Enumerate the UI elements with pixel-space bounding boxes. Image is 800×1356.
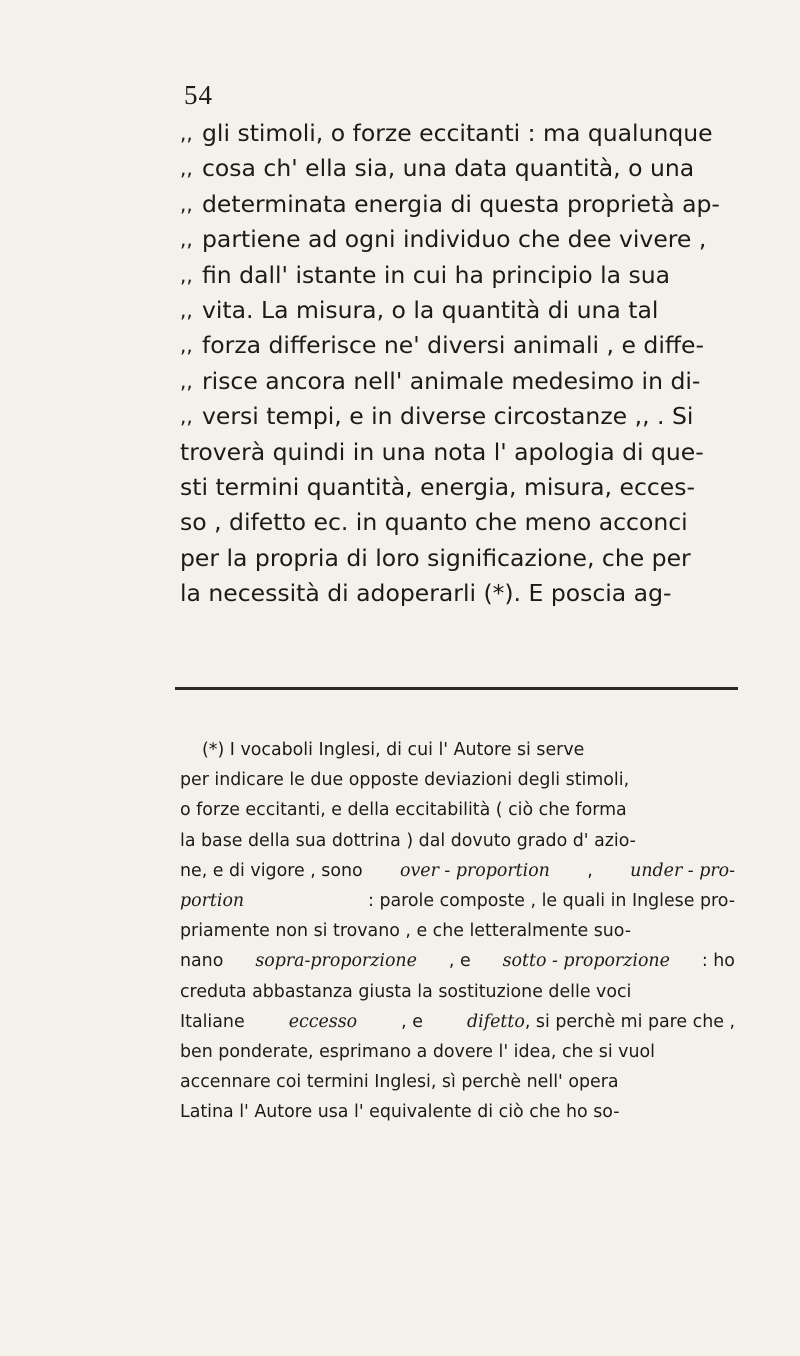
text-line: sti termini quantità, energia, misura, ecces- <box>180 473 695 502</box>
text-line: ,, versi tempi, e in diverse circostanze ,, . Si <box>180 402 694 431</box>
footnote-line: portion : parole composte , le quali in Inglese pro- <box>180 886 735 916</box>
text-line: ,, determinata energia di questa proprietà ap- <box>180 189 720 218</box>
text-line: ,, partiene ad ogni individuo che dee vivere , <box>180 225 707 254</box>
text-line: la necessità di adoperarli (*). E poscia ag- <box>180 579 672 608</box>
text-line: ,, cosa ch' ella sia, una data quantità, o una <box>180 154 695 183</box>
italic-term: difetto <box>467 1011 525 1032</box>
italic-term: sotto - proporzione <box>502 951 670 972</box>
footnote-line: creduta abbastanza giusta la sostituzione delle voci <box>180 981 632 1002</box>
footnote-line: accennare coi termini Inglesi, sì perchè nell' opera <box>180 1072 619 1093</box>
text-line: per la propria di loro significazione, che per <box>180 543 691 572</box>
footnote-line: priamente non si trovano , e che letteralmente suo- <box>180 921 632 942</box>
text-line: ,, risce ancora nell' animale medesimo in di- <box>180 366 701 395</box>
text-line: ,, fin dall' istante in cui ha principio la sua <box>180 260 671 289</box>
footnote-divider <box>175 687 738 690</box>
italic-term: under - pro- <box>630 860 735 881</box>
footnote-line: ne, e di vigore , sono over - proportion , under - pro- <box>180 856 735 886</box>
footnote-line: Italiane eccesso , e difetto, si perchè mi pare che , <box>180 1007 735 1037</box>
footnote-line: per indicare le due opposte deviazioni degli stimoli, <box>180 770 630 791</box>
footnote <box>180 735 735 1128</box>
footnote-line: Latina l' Autore usa l' equivalente di ciò che ho so- <box>180 1102 620 1123</box>
footnote-line: ben ponderate, esprimano a dovere l' idea, che si vuol <box>180 1042 655 1063</box>
text-line: ,, forza differisce ne' diversi animali , e diffe- <box>180 331 704 360</box>
footnote-line: la base della sua dottrina ) dal dovuto grado d' azio- <box>180 830 636 851</box>
footnote-line: nano sopra-proporzione , e sotto - proporzione : ho <box>180 946 735 976</box>
italic-term: portion <box>180 891 245 912</box>
text-line: so , difetto ec. in quanto che meno acconci <box>180 508 688 537</box>
page-number: 54 <box>184 80 213 110</box>
italic-term: over - proportion <box>399 860 550 881</box>
italic-term: eccesso <box>288 1011 358 1032</box>
footnote-line: (*) I vocaboli Inglesi, di cui l' Autore si serve <box>202 740 585 760</box>
text-line: ,, vita. La misura, o la quantità di una tal <box>180 296 659 325</box>
text-line: troverà quindi in una nota l' apologia di que- <box>180 437 704 466</box>
main-text <box>180 116 735 612</box>
text-line: ,, gli stimoli, o forze eccitanti : ma qualunque <box>180 119 713 147</box>
italic-term: sopra-proporzione <box>255 951 417 972</box>
footnote-line: o forze eccitanti, e della eccitabilità ( ciò che forma <box>180 800 627 821</box>
